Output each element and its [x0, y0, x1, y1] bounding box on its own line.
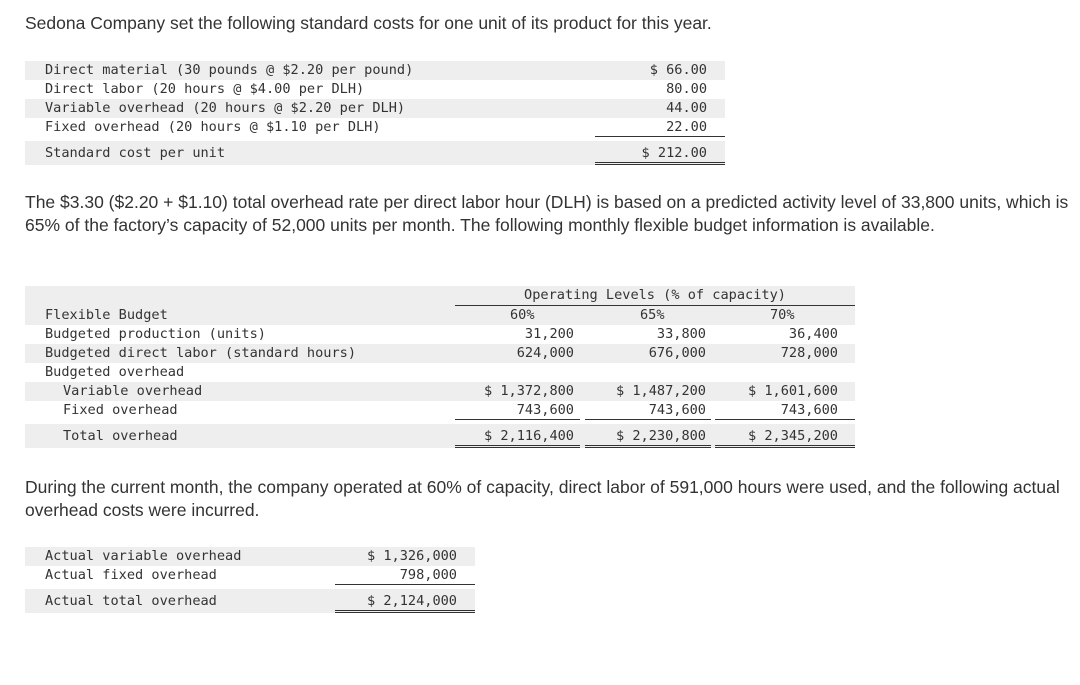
row-label: Direct labor (20 hours @ $4.00 per DLH): [45, 81, 365, 97]
total-label: Standard cost per unit: [45, 145, 226, 161]
overhead-heading-row: [25, 363, 855, 382]
actual-total-row: [25, 589, 475, 613]
row-label: Direct material (30 pounds @ $2.20 per pound): [45, 62, 414, 78]
value-60: 31,200: [524, 326, 574, 342]
row-value: 44.00: [666, 100, 707, 116]
value-70: $ 2,345,200: [715, 424, 855, 448]
row-value: 798,000: [335, 566, 475, 585]
value-65: $ 1,487,200: [615, 383, 706, 399]
standard-cost-row: [25, 80, 725, 99]
row-value: $ 1,326,000: [366, 548, 457, 564]
value-60: $ 2,116,400: [455, 424, 580, 448]
value-65: 33,800: [656, 326, 706, 342]
level-60: 60%: [510, 307, 535, 323]
intro-text: Sedona Company set the following standard costs for one unit of its product for this year.: [25, 13, 712, 33]
actual-costs-text: During the current month, the company operated at 60% of capacity, direct labor of 591,000 hours were used, and the following actual overhead costs were incurred.: [25, 477, 1060, 520]
total-overhead-row: [25, 424, 855, 448]
row-label: Actual total overhead: [45, 593, 217, 609]
flexible-budget-title: Flexible Budget: [45, 307, 168, 323]
value-60: 743,600: [455, 401, 580, 420]
standard-cost-total-row: [25, 141, 725, 165]
total-value: $ 212.00: [595, 141, 725, 165]
group-header-row: [25, 286, 855, 306]
row-label: Total overhead: [63, 428, 178, 444]
levels-row: [25, 306, 855, 325]
row-label: Fixed overhead: [63, 402, 178, 418]
overhead-rate-text: The $3.30 ($2.20 + $1.10) total overhead rate per direct labor hour (DLH) is based on a predicted activity level of 33,800 units, which is 65% of the factory’s capacity of 52,000 units per month. The following monthly flexible budget information is available.: [25, 192, 1069, 235]
fixed-overhead-row: [25, 401, 855, 420]
value-65: 743,600: [585, 401, 711, 420]
row-label: Variable overhead: [63, 383, 203, 399]
row-label: Budgeted direct labor (standard hours): [45, 345, 356, 361]
value-60: 624,000: [516, 345, 574, 361]
row-label: Actual fixed overhead: [45, 567, 217, 583]
variable-overhead-row: [25, 382, 855, 401]
standard-cost-row: [25, 99, 725, 118]
row-value: $ 2,124,000: [335, 589, 475, 613]
value-65: 676,000: [648, 345, 706, 361]
standard-cost-row: [25, 61, 725, 80]
value-70: 743,600: [715, 401, 855, 420]
row-label: Fixed overhead (20 hours @ $1.10 per DLH): [45, 119, 381, 135]
value-70: 728,000: [780, 345, 838, 361]
production-row: [25, 325, 855, 344]
actual-fixed-row: [25, 566, 475, 585]
flexible-budget-table: [25, 286, 855, 454]
level-70: 70%: [770, 307, 795, 323]
row-label: Budgeted production (units): [45, 326, 266, 342]
row-value: 22.00: [595, 118, 725, 137]
value-60: $ 1,372,800: [483, 383, 574, 399]
row-label: Budgeted overhead: [45, 364, 185, 380]
actual-variable-row: [25, 547, 475, 566]
standard-cost-row: [25, 118, 725, 137]
actual-overhead-table: [25, 547, 475, 617]
row-value: $ 66.00: [649, 62, 707, 78]
row-label: Variable overhead (20 hours @ $2.20 per DLH): [45, 100, 406, 116]
labor-row: [25, 344, 855, 363]
level-65: 65%: [640, 307, 665, 323]
row-label: Actual variable overhead: [45, 548, 242, 564]
row-value: 80.00: [666, 81, 707, 97]
value-65: $ 2,230,800: [585, 424, 711, 448]
value-70: $ 1,601,600: [747, 383, 838, 399]
value-70: 36,400: [788, 326, 838, 342]
operating-levels-header: Operating Levels (% of capacity): [455, 286, 855, 306]
standard-cost-table: [25, 61, 725, 171]
